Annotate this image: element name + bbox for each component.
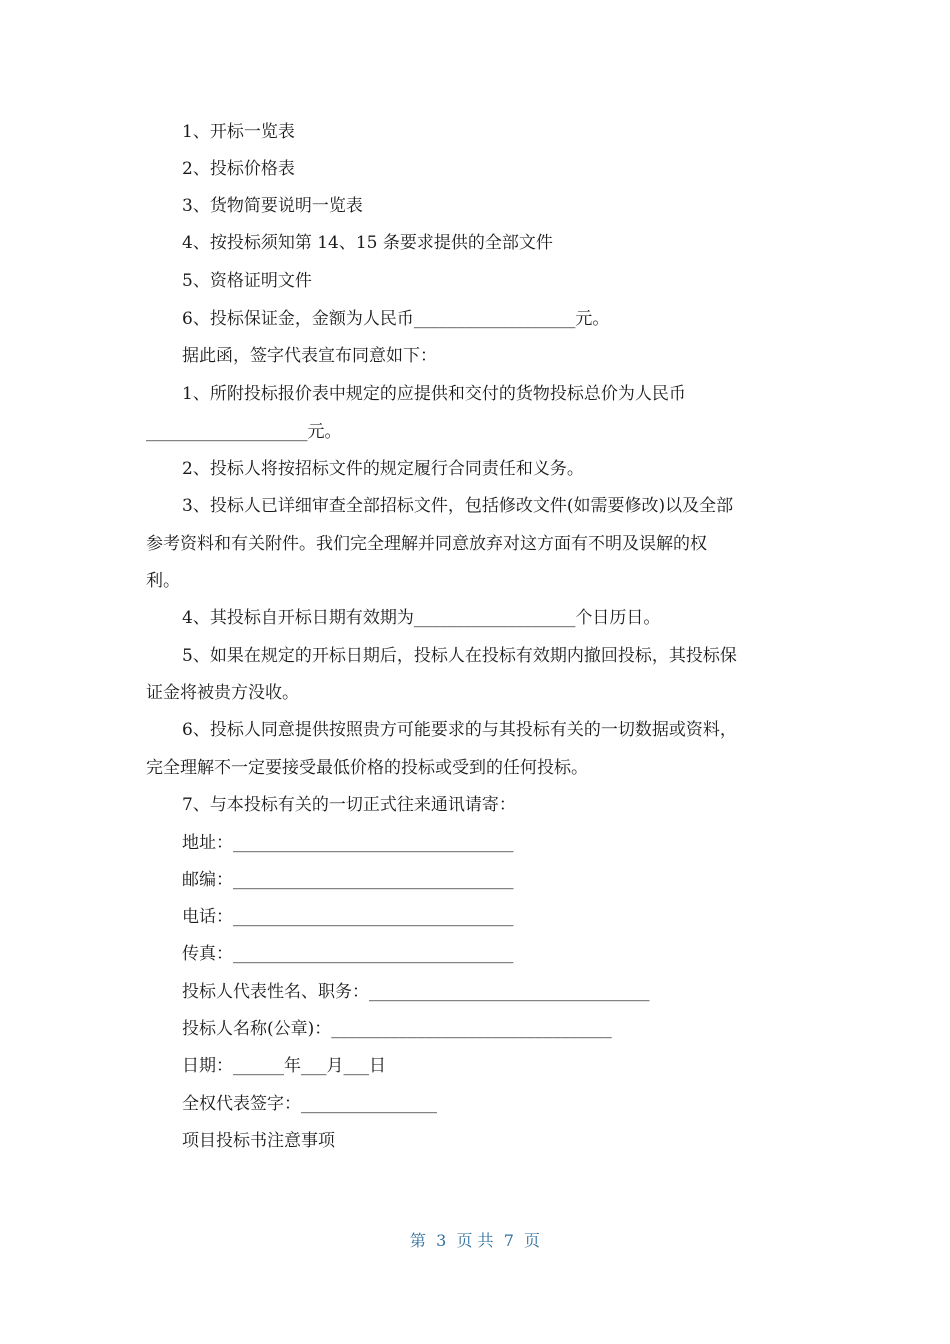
address-field: 地址：_________________________________	[182, 833, 514, 853]
fax-field: 传真：_________________________________	[182, 944, 514, 964]
phone-field: 电话：_________________________________	[182, 907, 514, 927]
clause-1-line-1: 1、所附投标报价表中规定的应提供和交付的货物投标总价为人民币	[182, 384, 686, 404]
section-title: 项目投标书注意事项	[182, 1131, 335, 1151]
clause-7: 7、与本投标有关的一切正式往来通讯请寄：	[182, 795, 516, 815]
clause-5-line-2: 证金将被贵方没收。	[146, 683, 299, 703]
attachment-item-3: 3、货物简要说明一览表	[182, 196, 363, 216]
intro-text: 据此函，签字代表宣布同意如下：	[182, 346, 437, 366]
bidder-name-field: 投标人名称(公章)：_________________________________	[182, 1019, 612, 1039]
clause-4: 4、其投标自开标日期有效期为___________________个日历日。	[182, 608, 661, 628]
representative-name-field: 投标人代表性名、职务：_________________________________	[182, 982, 650, 1002]
attachment-item-5: 5、资格证明文件	[182, 271, 312, 291]
clause-1-line-2: ___________________元。	[146, 422, 342, 442]
attachment-item-2: 2、投标价格表	[182, 159, 295, 179]
clause-3-line-3: 利。	[146, 571, 180, 591]
signature-field: 全权代表签字：________________	[182, 1094, 437, 1114]
clause-5-line-1: 5、如果在规定的开标日期后，投标人在投标有效期内撤回投标，其投标保	[182, 646, 737, 666]
attachment-item-4: 4、按投标须知第 14、15 条要求提供的全部文件	[182, 233, 553, 253]
clause-3-line-2: 参考资料和有关附件。我们完全理解并同意放弃对这方面有不明及误解的权	[146, 534, 707, 554]
attachment-item-6: 6、投标保证金，金额为人民币___________________元。	[182, 309, 610, 329]
page-number: 第 3 页 共 7 页	[409, 1231, 541, 1250]
clause-6-line-2: 完全理解不一定要接受最低价格的投标或受到的任何投标。	[146, 758, 588, 778]
clause-6-line-1: 6、投标人同意提供按照贵方可能要求的与其投标有关的一切数据或资料，	[182, 720, 737, 740]
postcode-field: 邮编：_________________________________	[182, 870, 514, 890]
attachment-item-1: 1、开标一览表	[182, 122, 295, 142]
date-field: 日期：______年___月___日	[182, 1056, 386, 1076]
clause-2: 2、投标人将按招标文件的规定履行合同责任和义务。	[182, 459, 584, 479]
clause-3-line-1: 3、投标人已详细审查全部招标文件，包括修改文件(如需要修改)以及全部	[182, 496, 734, 516]
